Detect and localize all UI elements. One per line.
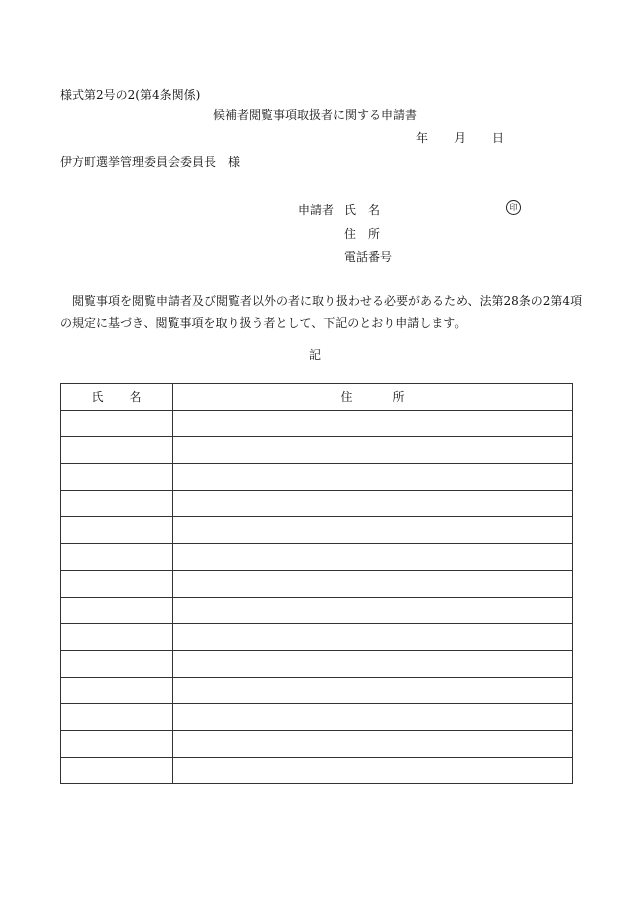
table-row	[61, 517, 573, 544]
date-month: 月	[454, 131, 467, 145]
address-cell[interactable]	[173, 730, 573, 757]
date-line	[416, 129, 504, 146]
table-row	[61, 730, 573, 757]
header-address: 住所	[173, 384, 573, 411]
address-cell[interactable]	[173, 597, 573, 624]
table-header-row	[61, 384, 573, 411]
handler-table	[60, 383, 573, 784]
name-cell[interactable]	[61, 464, 173, 491]
table-row	[61, 544, 573, 571]
applicant-name-row	[298, 201, 392, 218]
table-row	[61, 624, 573, 651]
table-row	[61, 757, 573, 784]
applicant-role-label: 申請者	[298, 203, 335, 217]
name-cell[interactable]	[61, 730, 173, 757]
table-row	[61, 410, 573, 437]
applicant-phone-row	[298, 248, 392, 265]
document-title: 候補者閲覧事項取扱者に関する申請書	[212, 108, 417, 122]
table-row	[61, 597, 573, 624]
name-cell[interactable]	[61, 544, 173, 571]
name-cell[interactable]	[61, 677, 173, 704]
ki-heading: 記	[308, 348, 321, 362]
name-cell[interactable]	[61, 597, 173, 624]
date-year: 年	[416, 131, 429, 145]
applicant-address-label: 住所	[344, 227, 393, 241]
table-row	[61, 650, 573, 677]
address-cell[interactable]	[173, 437, 573, 464]
seal-mark: 印	[506, 200, 521, 215]
body-line-2: の規定に基づき、閲覧事項を取り扱う者として、下記のとおり申請します。	[60, 316, 467, 330]
applicant-phone-label: 電話番号	[344, 250, 393, 264]
body-line-1: 閲覧事項を閲覧申請者及び閲覧者以外の者に取り扱わせる必要があるため、法第28条の2第4項	[72, 294, 583, 308]
address-cell[interactable]	[173, 410, 573, 437]
address-cell[interactable]	[173, 490, 573, 517]
address-cell[interactable]	[173, 570, 573, 597]
table-row	[61, 490, 573, 517]
address-cell[interactable]	[173, 704, 573, 731]
address-cell[interactable]	[173, 757, 573, 784]
applicant-name-label: 氏名	[344, 203, 393, 217]
table-row	[61, 570, 573, 597]
name-cell[interactable]	[61, 517, 173, 544]
name-cell[interactable]	[61, 410, 173, 437]
applicant-address-row	[298, 225, 392, 242]
address-cell[interactable]	[173, 464, 573, 491]
name-cell[interactable]	[61, 570, 173, 597]
address-cell[interactable]	[173, 650, 573, 677]
table-row	[61, 677, 573, 704]
name-cell[interactable]	[61, 490, 173, 517]
address-cell[interactable]	[173, 517, 573, 544]
table-row	[61, 464, 573, 491]
form-number: 様式第2号の2(第4条関係)	[60, 88, 201, 102]
table-row	[61, 704, 573, 731]
table-row	[61, 437, 573, 464]
body-paragraph	[60, 290, 583, 334]
name-cell[interactable]	[61, 757, 173, 784]
address-cell[interactable]	[173, 624, 573, 651]
name-cell[interactable]	[61, 437, 173, 464]
addressee: 伊方町選挙管理委員会委員長 様	[60, 155, 241, 169]
address-cell[interactable]	[173, 544, 573, 571]
name-cell[interactable]	[61, 650, 173, 677]
header-name: 氏名	[61, 384, 173, 411]
address-cell[interactable]	[173, 677, 573, 704]
date-day: 日	[492, 131, 505, 145]
name-cell[interactable]	[61, 704, 173, 731]
name-cell[interactable]	[61, 624, 173, 651]
